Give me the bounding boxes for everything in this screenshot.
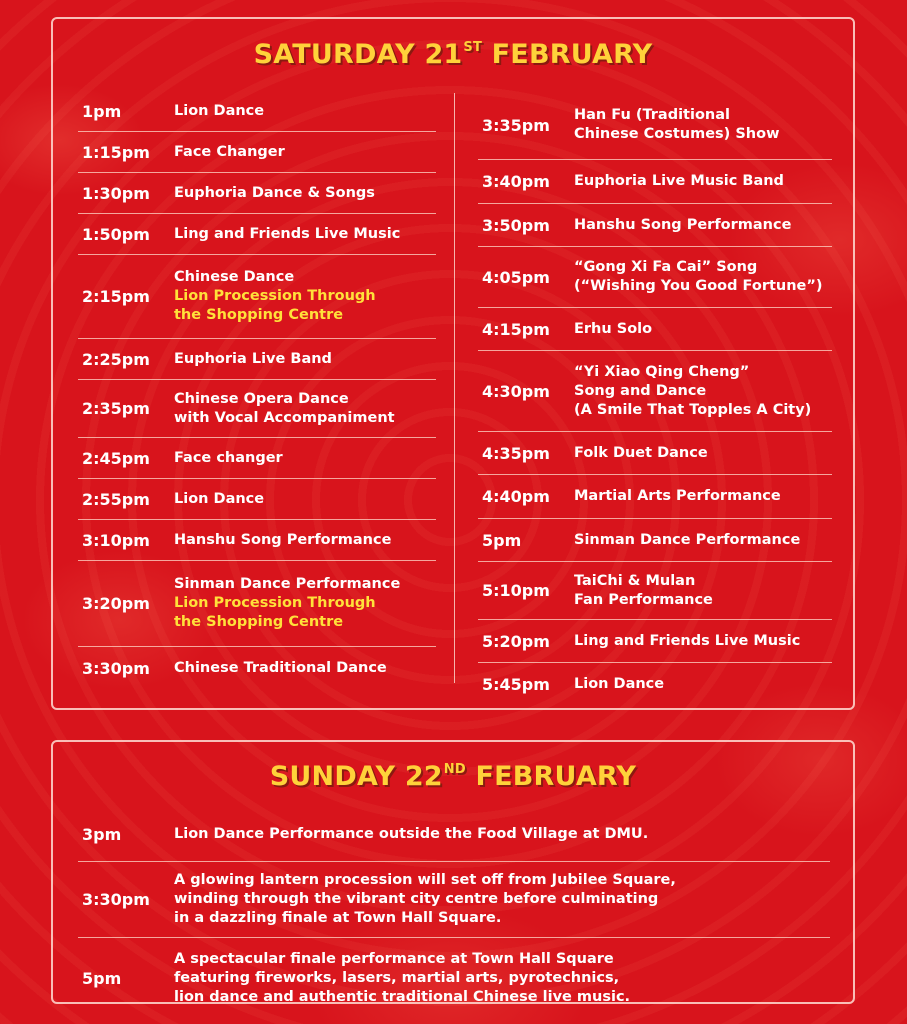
schedule-acts xyxy=(174,225,436,244)
saturday-right-column xyxy=(478,91,832,706)
saturday-right-row xyxy=(478,204,832,247)
sunday-schedule-panel xyxy=(51,740,855,1004)
act-name: Chinese Traditional Dance xyxy=(174,660,387,676)
schedule-acts xyxy=(574,572,832,610)
act-name: Martial Arts Performance xyxy=(574,488,781,504)
schedule-time: 1:30pm xyxy=(82,183,150,203)
act-name: Fan Performance xyxy=(574,591,713,608)
schedule-time: 2:35pm xyxy=(82,399,150,418)
saturday-left-column xyxy=(78,91,436,690)
schedule-acts xyxy=(174,871,830,928)
act-name: Face changer xyxy=(174,449,283,466)
saturday-right-row xyxy=(478,519,832,562)
act-name: Chinese Dance xyxy=(174,269,295,285)
schedule-acts xyxy=(574,363,832,420)
procession-highlight: Lion Procession Through xyxy=(174,288,376,304)
schedule-acts xyxy=(174,143,436,162)
schedule-time: 4:40pm xyxy=(482,487,550,506)
act-name: Euphoria Dance & Songs xyxy=(174,184,375,201)
saturday-heading-ordinal: ST xyxy=(463,40,483,55)
saturday-right-row xyxy=(478,475,832,519)
saturday-right-row xyxy=(478,91,832,160)
saturday-schedule-panel xyxy=(51,17,855,710)
act-name: TaiChi & Mulan xyxy=(574,572,696,589)
schedule-time: 2:45pm xyxy=(82,448,150,468)
sunday-heading-day: SUNDAY 22 xyxy=(269,761,443,792)
schedule-acts xyxy=(174,950,830,1007)
act-name: Ling and Friends Live Music xyxy=(174,225,401,242)
schedule-time: 5pm xyxy=(482,530,522,550)
schedule-acts xyxy=(574,444,832,463)
schedule-time: 4:05pm xyxy=(482,267,550,287)
act-name: Lion Dance xyxy=(174,102,265,119)
act-name: (“Wishing You Good Fortune”) xyxy=(574,278,823,294)
act-name: “Yi Xiao Qing Cheng” xyxy=(574,363,750,380)
schedule-acts xyxy=(174,350,436,369)
saturday-left-row xyxy=(78,438,436,479)
schedule-acts xyxy=(574,172,832,191)
saturday-right-row xyxy=(478,432,832,475)
schedule-acts xyxy=(574,675,832,694)
act-name: Euphoria Live Music Band xyxy=(574,173,784,189)
act-name: Hanshu Song Performance xyxy=(174,531,392,548)
procession-highlight: Lion Procession Through xyxy=(174,595,376,611)
schedule-time: 4:35pm xyxy=(482,443,550,463)
saturday-right-row xyxy=(478,620,832,663)
schedule-acts xyxy=(574,531,832,550)
schedule-acts xyxy=(574,487,832,506)
saturday-right-row xyxy=(478,160,832,204)
sunday-row xyxy=(78,808,830,862)
act-name: Lion Dance xyxy=(174,490,265,507)
schedule-time: 2:25pm xyxy=(82,349,150,369)
act-name: Folk Duet Dance xyxy=(574,444,708,461)
schedule-time: 4:15pm xyxy=(482,319,550,339)
act-name: lion dance and authentic traditional Chinese live music. xyxy=(174,988,631,1005)
saturday-left-row xyxy=(78,173,436,214)
schedule-acts xyxy=(174,490,436,509)
schedule-acts xyxy=(174,531,436,550)
sunday-heading-month: FEBRUARY xyxy=(465,761,637,792)
schedule-acts xyxy=(174,390,436,428)
schedule-acts xyxy=(174,268,436,325)
schedule-time: 1:15pm xyxy=(82,142,150,162)
schedule-acts xyxy=(174,184,436,203)
schedule-time: 3:30pm xyxy=(82,659,150,678)
act-name: Lion Dance Performance outside the Food Village at DMU. xyxy=(174,826,649,842)
schedule-acts xyxy=(174,825,830,844)
schedule-time: 3:40pm xyxy=(482,172,550,191)
saturday-left-row xyxy=(78,255,436,339)
schedule-time: 3:50pm xyxy=(482,215,550,235)
schedule-acts xyxy=(574,258,832,296)
sunday-row xyxy=(78,862,830,938)
saturday-left-row xyxy=(78,479,436,520)
saturday-left-row xyxy=(78,380,436,438)
schedule-acts xyxy=(574,320,832,339)
column-divider xyxy=(454,93,455,683)
saturday-right-row xyxy=(478,308,832,351)
schedule-time: 1pm xyxy=(82,101,122,121)
sunday-heading-ordinal: ND xyxy=(443,762,466,777)
schedule-time: 3:10pm xyxy=(82,530,150,550)
act-name: Hanshu Song Performance xyxy=(574,216,792,233)
act-name: Erhu Solo xyxy=(574,320,653,337)
saturday-left-row xyxy=(78,647,436,690)
schedule-time: 5:20pm xyxy=(482,631,550,651)
act-name: featuring fireworks, lasers, martial arts, pyrotechnics, xyxy=(174,969,620,986)
schedule-time: 1:50pm xyxy=(82,224,150,244)
schedule-acts xyxy=(574,216,832,235)
saturday-left-row xyxy=(78,520,436,561)
schedule-time: 2:15pm xyxy=(82,287,150,306)
schedule-acts xyxy=(174,449,436,468)
procession-highlight: the Shopping Centre xyxy=(174,614,344,630)
saturday-left-row xyxy=(78,132,436,173)
saturday-right-row xyxy=(478,663,832,706)
act-name: A spectacular finale performance at Town Hall Square xyxy=(174,950,614,967)
schedule-time: 5:10pm xyxy=(482,581,550,600)
schedule-acts xyxy=(574,632,832,651)
act-name: with Vocal Accompaniment xyxy=(174,409,395,426)
act-name: in a dazzling finale at Town Hall Square. xyxy=(174,910,502,926)
act-name: A glowing lantern procession will set off from Jubilee Square, xyxy=(174,872,676,888)
sunday-row xyxy=(78,938,830,1018)
act-name: Sinman Dance Performance xyxy=(174,576,401,592)
act-name: Ling and Friends Live Music xyxy=(574,632,801,649)
act-name: Euphoria Live Band xyxy=(174,350,332,367)
saturday-heading xyxy=(53,39,853,70)
saturday-heading-month: FEBRUARY xyxy=(482,39,653,70)
schedule-acts xyxy=(574,106,832,144)
saturday-right-row xyxy=(478,247,832,308)
procession-highlight: the Shopping Centre xyxy=(174,307,344,323)
act-name: Lion Dance xyxy=(574,676,665,692)
schedule-time: 3pm xyxy=(82,825,122,844)
act-name: Sinman Dance Performance xyxy=(574,531,801,548)
act-name: Song and Dance xyxy=(574,382,707,399)
schedule-acts xyxy=(174,575,436,632)
schedule-time: 2:55pm xyxy=(82,489,150,509)
saturday-left-row xyxy=(78,339,436,380)
saturday-left-row xyxy=(78,214,436,255)
schedule-time: 5pm xyxy=(82,968,122,988)
act-name: (A Smile That Topples A City) xyxy=(574,401,812,418)
schedule-time: 3:35pm xyxy=(482,115,550,135)
schedule-acts xyxy=(174,659,436,678)
sunday-heading xyxy=(53,761,853,792)
saturday-right-row xyxy=(478,562,832,620)
schedule-time: 5:45pm xyxy=(482,675,550,694)
saturday-heading-day: SATURDAY 21 xyxy=(253,39,463,70)
sunday-list xyxy=(78,808,830,1018)
act-name: Face Changer xyxy=(174,143,285,160)
act-name: Chinese Costumes) Show xyxy=(574,126,780,142)
act-name: winding through the vibrant city centre before culminating xyxy=(174,891,659,907)
act-name: Han Fu (Traditional xyxy=(574,107,730,123)
schedule-time: 3:30pm xyxy=(82,890,150,909)
saturday-left-row xyxy=(78,91,436,132)
schedule-time: 4:30pm xyxy=(482,381,550,401)
saturday-left-row xyxy=(78,561,436,647)
schedule-acts xyxy=(174,102,436,121)
schedule-time: 3:20pm xyxy=(82,594,150,613)
act-name: “Gong Xi Fa Cai” Song xyxy=(574,259,758,275)
act-name: Chinese Opera Dance xyxy=(174,390,349,407)
saturday-right-row xyxy=(478,351,832,432)
